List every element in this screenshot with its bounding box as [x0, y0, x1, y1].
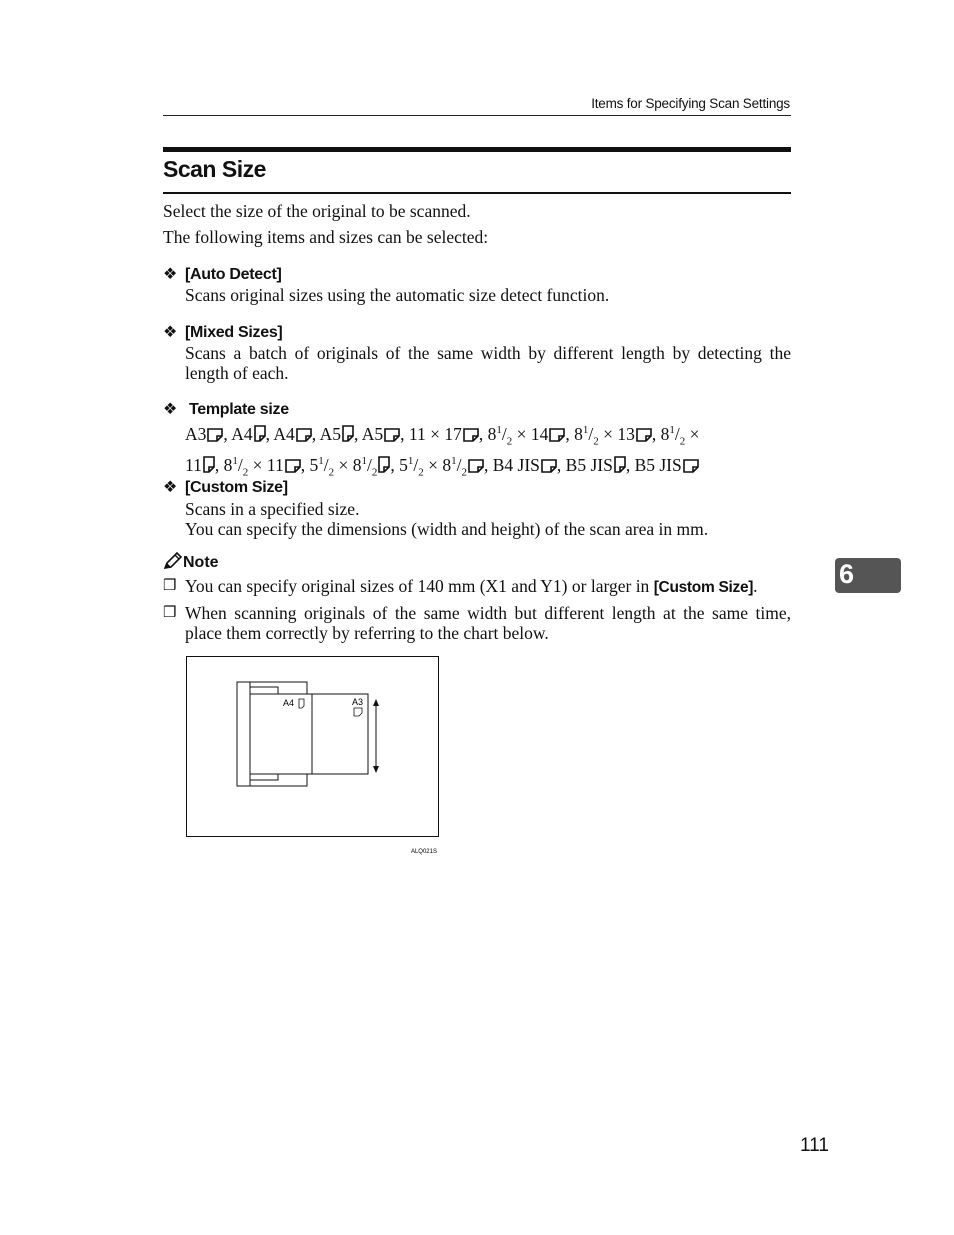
page-number: 111	[800, 1135, 829, 1156]
landscape-orientation-icon	[296, 427, 312, 442]
landscape-orientation-icon	[384, 427, 400, 442]
template-size-line-1: A3 , A4 , A4 , A5 , A5 , 11 × 17 , $8^1/_2 \times 14$ , $8^1/_2 \times 13$ , $8^1/_2$ ×	[185, 423, 700, 448]
portrait-orientation-icon	[203, 456, 215, 473]
bullet-2-text: When scanning originals of the same width but different length at the same time, place them correctly by referring to the chart below.	[185, 603, 791, 643]
placement-diagram-svg	[186, 656, 440, 856]
portrait-orientation-icon	[342, 425, 354, 442]
template-size-label: Template size	[189, 401, 289, 418]
auto-detect-heading	[163, 264, 282, 284]
title-rule-bottom	[163, 192, 791, 194]
pencil-icon	[163, 552, 183, 570]
diamond-icon: ❖	[163, 401, 178, 418]
portrait-orientation-icon	[378, 456, 390, 473]
bullet-1-text: You can specify original sizes of 140 mm (X1 and Y1) or larger in	[185, 576, 650, 596]
landscape-orientation-icon	[636, 427, 652, 442]
custom-size-line-2: You can specify the dimensions (width and height) of the scan area in mm.	[185, 519, 709, 539]
auto-detect-text: Scans original sizes using the automatic size detect function.	[185, 285, 610, 305]
a4-label: A4	[283, 698, 295, 708]
checkbox-bullet-icon: ❒	[163, 605, 177, 621]
landscape-orientation-icon	[468, 458, 484, 473]
landscape-orientation-icon	[541, 458, 557, 473]
template-size-line-2: 11 , $8^1/_2 \times 11$ , $5^1/_2 \times 8^1/_2$ , $5^1/_2 \times 8^1/_2$ , B4 JIS , B5 JIS , B5 JIS	[185, 451, 791, 482]
note-heading	[163, 552, 219, 572]
auto-detect-label: [Auto Detect]	[185, 266, 282, 283]
mixed-sizes-text: Scans a batch of originals of the same width by different length by detecting the length of each.	[185, 343, 791, 383]
diamond-icon: ❖	[163, 479, 178, 496]
custom-size-label: [Custom Size]	[185, 479, 288, 496]
portrait-orientation-icon	[254, 425, 266, 442]
diamond-icon: ❖	[163, 266, 178, 283]
landscape-orientation-icon	[463, 427, 479, 442]
header-rule	[163, 115, 791, 116]
page-title: Scan Size	[163, 156, 266, 182]
placement-diagram	[186, 656, 440, 861]
diamond-icon: ❖	[163, 324, 178, 341]
chapter-tab	[835, 558, 901, 593]
figure-code: ALQ021S	[410, 849, 437, 855]
custom-size-heading	[163, 477, 288, 497]
note-label: Note	[183, 554, 219, 571]
chapter-number: 6	[839, 559, 855, 589]
landscape-orientation-icon	[207, 427, 223, 442]
custom-size-reference: [Custom Size]	[653, 579, 754, 596]
portrait-orientation-icon	[614, 456, 626, 473]
intro-line-1: Select the size of the original to be scanned.	[163, 201, 471, 221]
custom-size-line-1: Scans in a specified size.	[185, 499, 360, 519]
template-size-heading	[163, 399, 289, 419]
mixed-sizes-heading	[163, 322, 282, 342]
a3-label: A3	[352, 697, 364, 707]
landscape-orientation-icon	[285, 458, 301, 473]
title-rule-top	[163, 147, 791, 152]
checkbox-bullet-icon: ❒	[163, 578, 177, 594]
landscape-orientation-icon	[683, 458, 699, 473]
landscape-orientation-icon	[549, 427, 565, 442]
mixed-sizes-label: [Mixed Sizes]	[185, 324, 283, 341]
running-header: Items for Specifying Scan Settings	[591, 96, 790, 111]
template-size-list	[185, 420, 791, 483]
intro-line-2: The following items and sizes can be selected:	[163, 227, 489, 247]
